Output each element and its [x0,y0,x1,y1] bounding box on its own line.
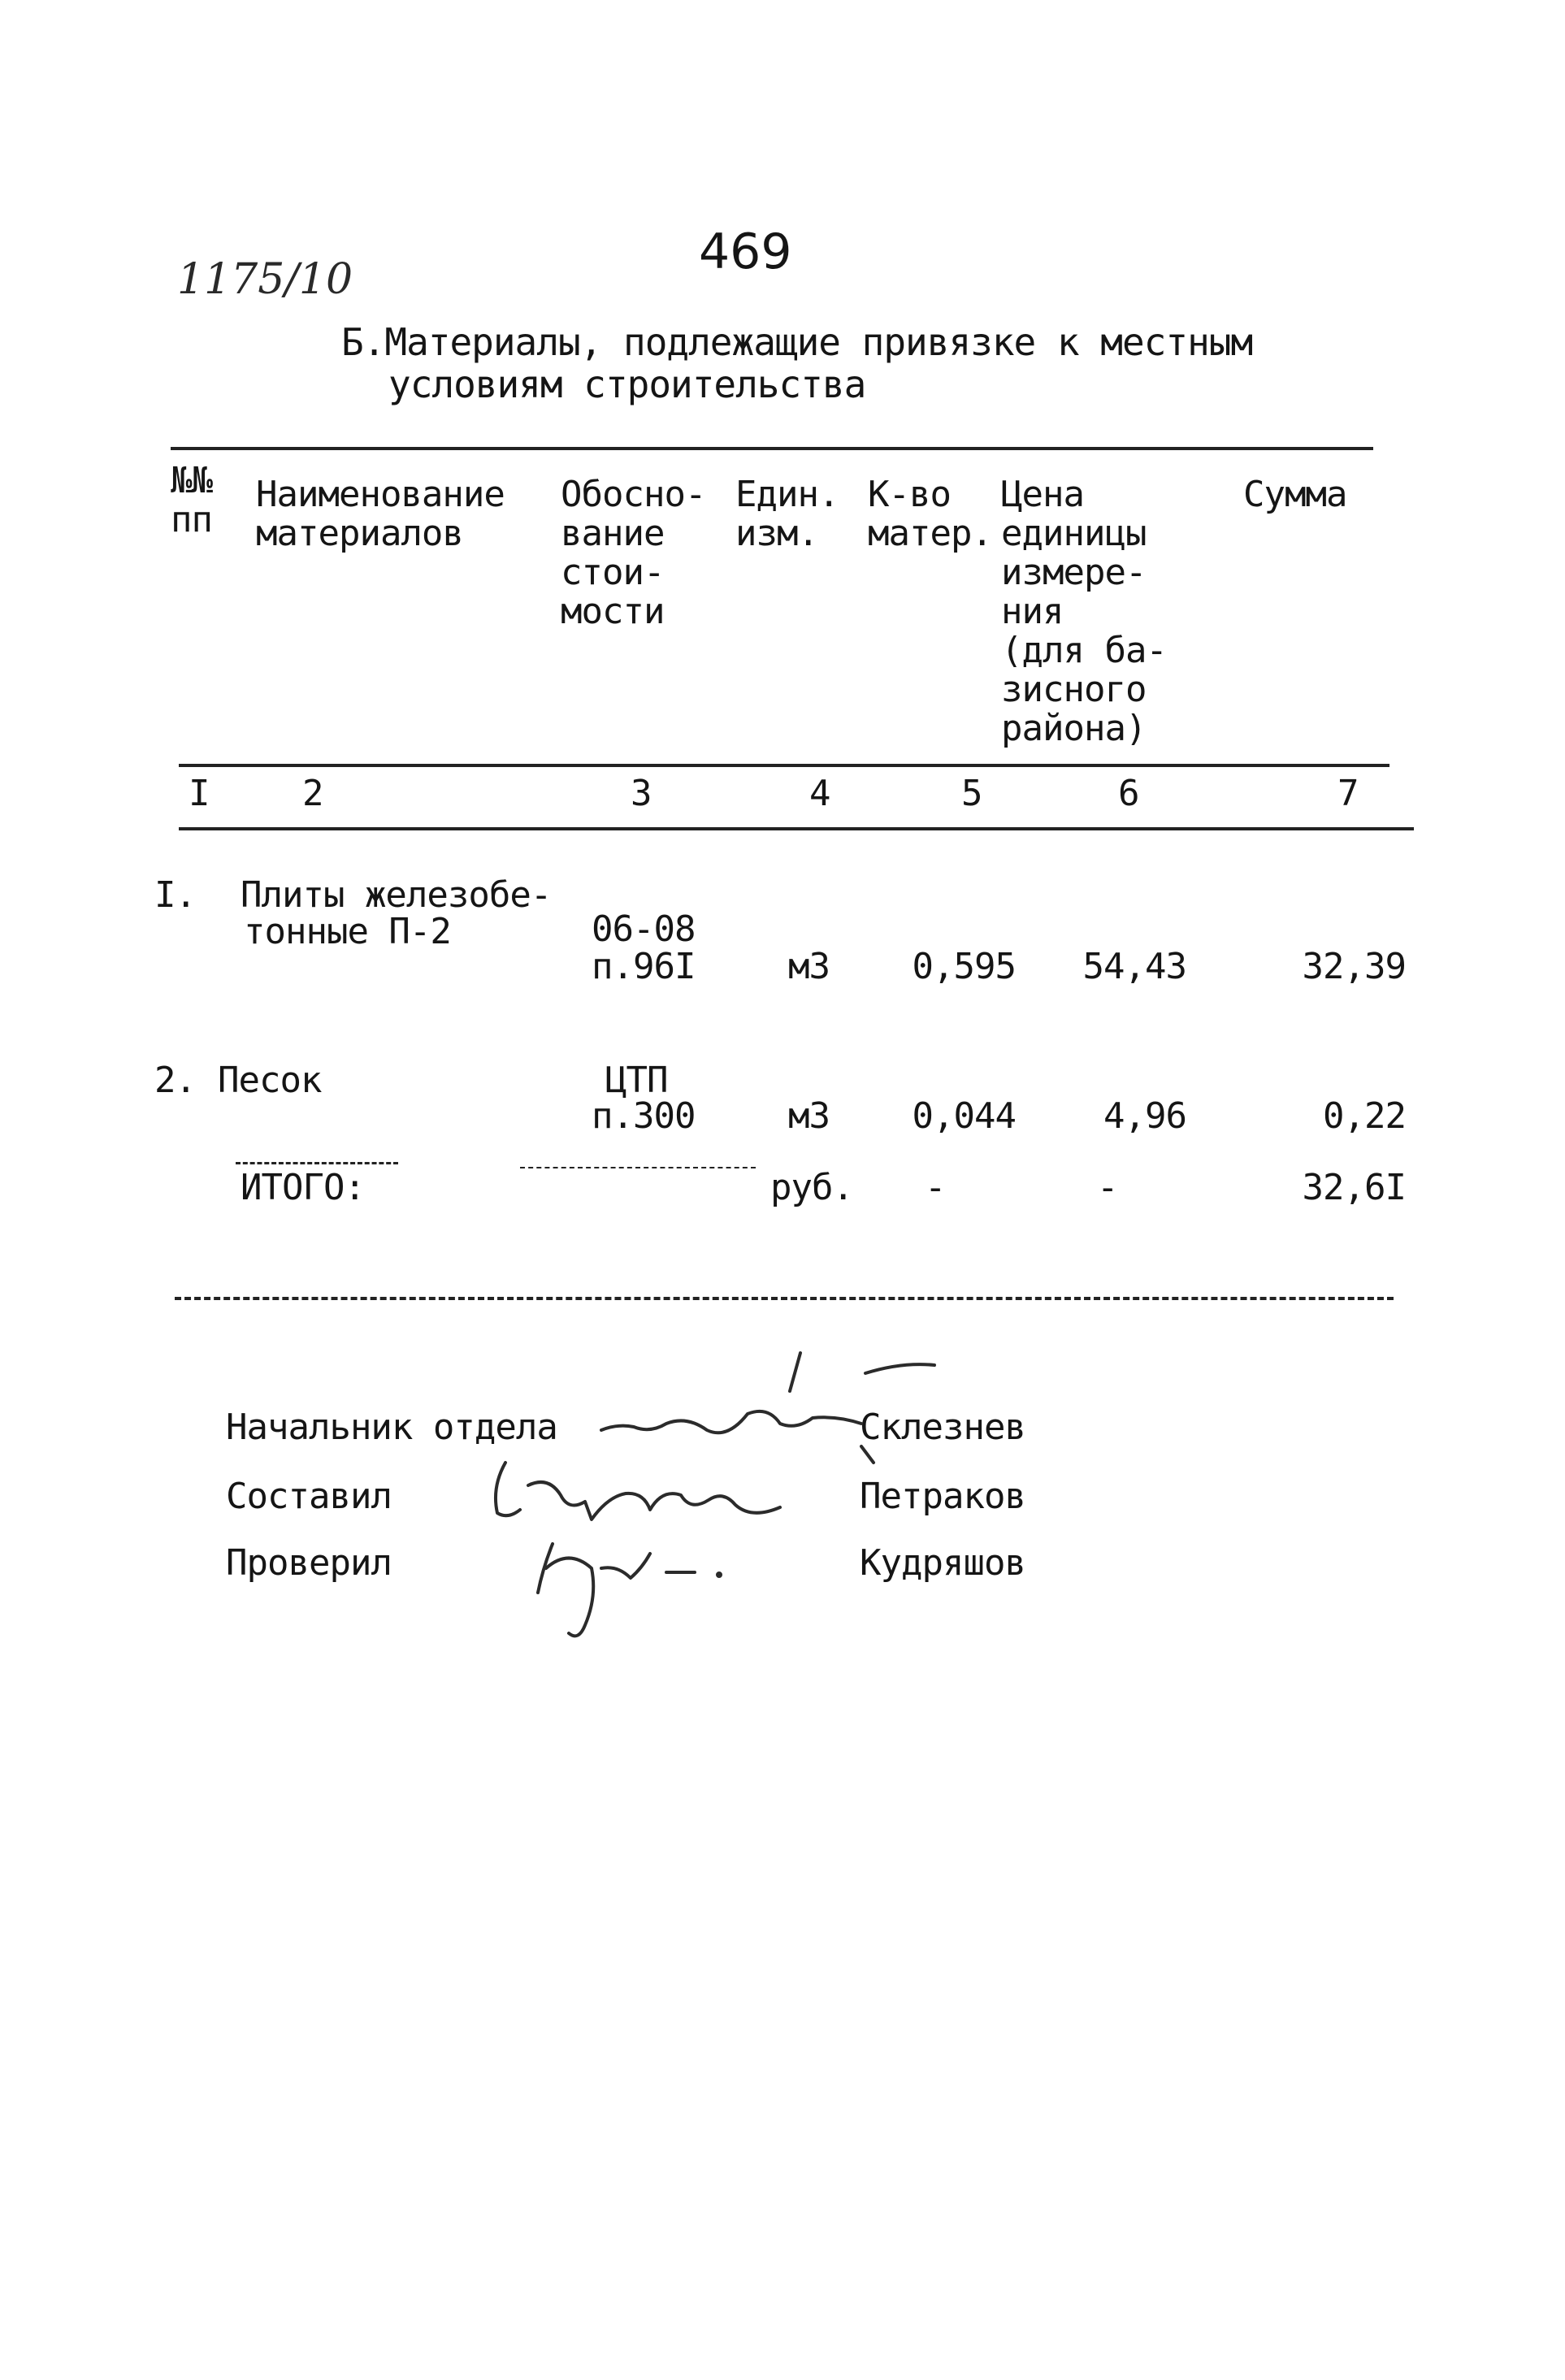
cost-basis-line-1: 06-08 [592,908,696,950]
material-name-line-2: тонные П-2 [244,911,451,952]
quantity: 0,595 [912,946,1016,987]
header-col-number: №№ пп [171,460,212,540]
unit-of-measure: м3 [788,946,830,987]
column-number-2: 2 [302,773,323,814]
material-name-line-1: Песок [218,1060,322,1101]
column-number-7: 7 [1337,773,1359,814]
section-heading-line-2: условиям строительства [388,362,866,406]
page-number: 469 [699,223,792,280]
total-unit: руб. [770,1167,853,1208]
header-col-material-name: Наименование материалов [256,474,505,554]
header-col-quantity: К-во матер. [868,474,992,554]
signature-role: Составил [226,1476,392,1517]
cost-basis-line-2: п.300 [592,1095,696,1137]
total-sum: 32,6I [1302,1167,1406,1208]
column-number-5: 5 [961,773,982,814]
document-reference: 1175/10 [177,255,353,304]
section-heading-line-1: Б.Материалы, подлежащие привязке к местным [341,320,1253,364]
cost-basis-line-1: ЦТП [605,1060,668,1101]
signature-role: Начальник отдела [226,1407,557,1448]
total-label: ИТОГО: [241,1167,365,1208]
header-col-unit-price: Цена единицы измере- ния (для ба- зисного района) [1001,474,1167,749]
header-col-sum: Сумма [1243,474,1347,515]
total-quantity: - [925,1167,946,1208]
unit-of-measure: м3 [788,1095,830,1137]
column-number-3: 3 [631,773,652,814]
row-number: I. [154,874,196,916]
header-col-unit: Един. изм. [735,474,839,554]
cost-basis-line-2: п.96I [592,946,696,987]
column-number-1: I [189,773,210,814]
signature-name: Склезнев [860,1407,1025,1448]
signature-name: Петраков [860,1476,1025,1517]
signature-role: Проверил [226,1542,392,1584]
sum: 0,22 [1323,1095,1406,1137]
unit-price: 54,43 [1082,946,1186,987]
material-name-line-1: Плиты железобе- [241,874,552,916]
signature-name: Кудряшов [860,1542,1025,1584]
column-number-6: 6 [1118,773,1139,814]
sum: 32,39 [1302,946,1406,987]
quantity: 0,044 [912,1095,1016,1137]
header-col-cost-basis: Обосно- вание стои- мости [561,474,706,632]
row-number: 2. [154,1060,196,1101]
unit-price: 4,96 [1103,1095,1186,1137]
total-price: - [1097,1167,1118,1208]
column-number-4: 4 [809,773,830,814]
